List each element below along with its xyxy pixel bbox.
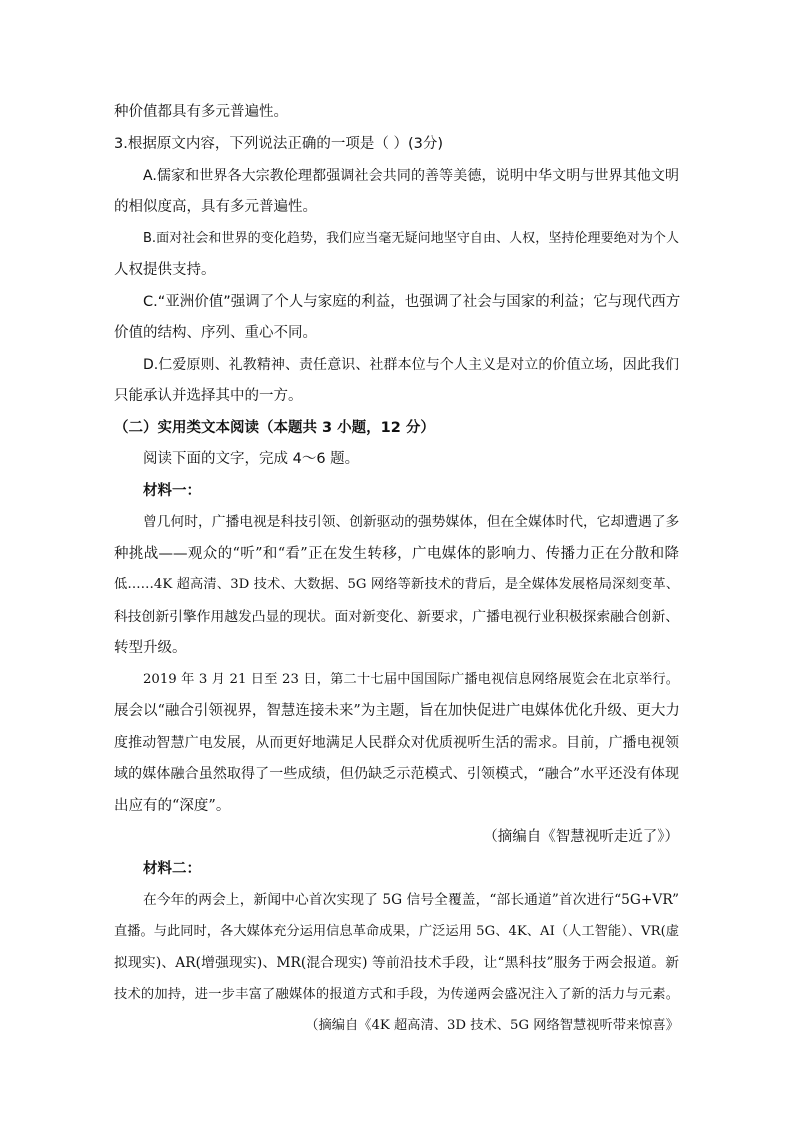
option-a-line-2: 的相似度高，具有多元普遍性。	[114, 199, 317, 215]
question-3-stem: 3.根据原文内容，下列说法正确的一项是（ ）(3分)	[114, 136, 443, 152]
option-b-line-1: B.面对社会和世界的变化趋势，我们应当毫无疑问地坚守自由、人权，坚持伦理要绝对为个人	[143, 231, 679, 246]
instructions: 阅读下面的文字，完成 4～6 题。	[143, 451, 360, 467]
option-c-line-1: C.“亚洲价值”强调了个人与家庭的利益，也强调了社会与国家的利益；它与现代西方	[143, 294, 681, 310]
paragraph-line: 低……4K 超高清、3D 技术、大数据、5G 网络等新技术的背后，是全媒体发展格局深刻变革、	[114, 577, 679, 592]
option-b-line-2: 人权提供支持。	[114, 262, 216, 278]
option-d-line-2: 只能承认并选择其中的一方。	[114, 388, 303, 404]
paragraph-line: 曾几何时，广播电视是科技引领、创新驱动的强势媒体，但在全媒体时代，它却遭遇了多	[143, 514, 680, 530]
paragraph-line: 展会以“融合引领视界，智慧连接未来”为主题，旨在加快促进广电媒体优化升级、更大力	[114, 703, 680, 719]
paragraph-line: 域的媒体融合虽然取得了一些成绩，但仍缺乏示范模式、引领模式，“融合”水平还没有体现	[114, 766, 679, 782]
paragraph-line: 出应有的“深度”。	[114, 798, 231, 814]
source-citation-2: （摘编自《4K 超高清、3D 技术、5G 网络智慧视听带来惊喜》	[305, 1018, 679, 1033]
paragraph-line: 直播。与此同时，各大媒体充分运用信息革命成果，广泛运用 5G、4K、AI（人工智能）、VR(虚	[114, 924, 679, 939]
option-d-line-1: D.仁爱原则、礼教精神、责任意识、社群本位与个人主义是对立的价值立场，因此我们	[143, 357, 679, 373]
paragraph-line: 科技创新引擎作用越发凸显的现状。面对新变化、新要求，广播电视行业积极探索融合创新、	[114, 609, 679, 625]
option-a-line-1: A.儒家和世界各大宗教伦理都强调社会共同的善等美德，说明中华文明与世界其他文明	[143, 168, 679, 184]
paragraph-line: 转型升级。	[114, 640, 187, 656]
paragraph-line: 技术的加持，进一步丰富了融媒体的报道方式和手段，为传递两会盛况注入了新的活力与元素。	[114, 987, 679, 1002]
material-one-label: 材料一：	[143, 483, 201, 499]
paragraph-line: 度推动智慧广电发展，从而更好地满足人民群众对优质视听生活的需求。目前，广播电视领	[114, 735, 679, 751]
paragraph-line: 拟现实)、AR(增强现实)、MR(混合现实) 等前沿技术手段，让“黑科技”服务于两会报道。新	[114, 955, 679, 971]
text-line: 种价值都具有多元普遍性。	[114, 104, 288, 120]
source-citation-1: （摘编自《智慧视听走近了》）	[483, 829, 679, 845]
option-c-line-2: 价值的结构、序列、重心不同。	[114, 325, 317, 341]
paragraph-line: 2019 年 3 月 21 日至 23 日，第二十七届中国国际广播电视信息网络展览会在北京举行。	[143, 672, 679, 687]
material-two-label: 材料二：	[143, 861, 201, 877]
paragraph-line: 种挑战——观众的“听”和“看”正在发生转移，广电媒体的影响力、传播力正在分散和降	[114, 546, 679, 562]
section-heading: （二）实用类文本阅读（本题共 3 小题，12 分）	[114, 420, 435, 436]
paragraph-line: 在今年的两会上，新闻中心首次实现了 5G 信号全覆盖，“部长通道”首次进行“5G+VR”	[143, 892, 679, 908]
